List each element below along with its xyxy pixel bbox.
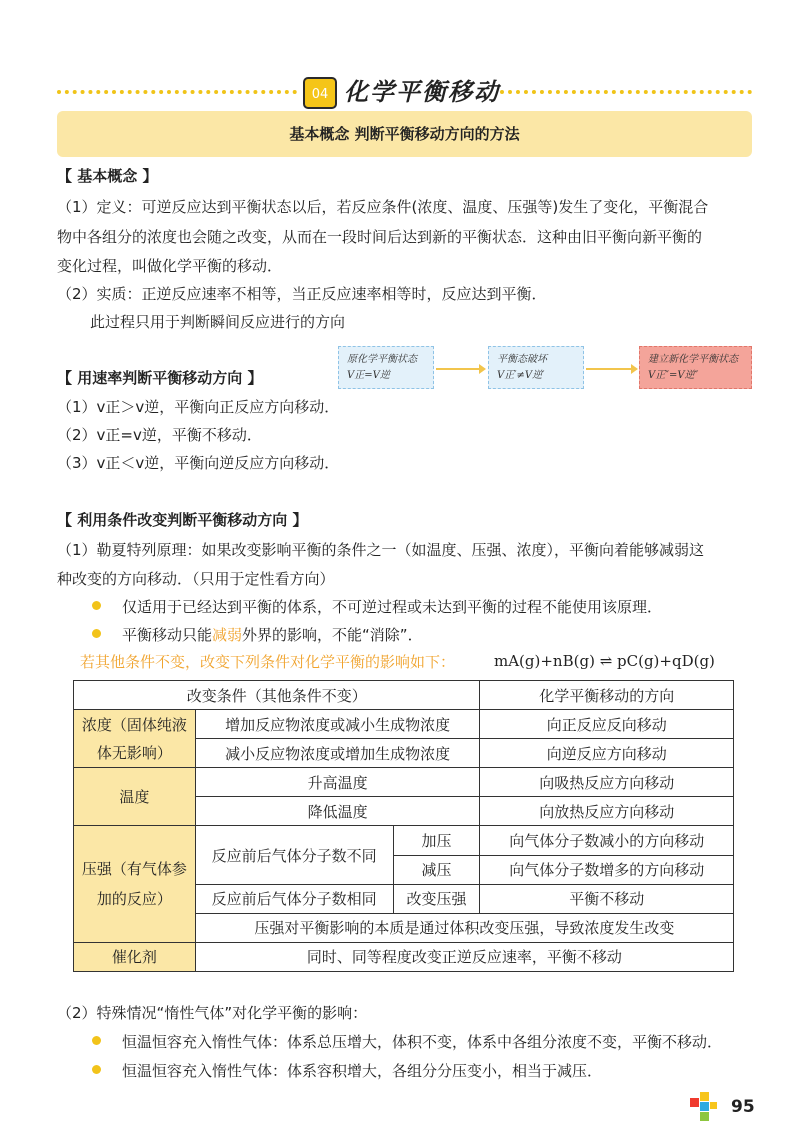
table-header-direction: 化学平衡移动的方向 <box>480 681 734 710</box>
table-intro: 若其他条件不变，改变下列条件对化学平衡的影响如下： <box>80 653 456 671</box>
flow-box-broken-title: 平衡态破坏 <box>497 354 547 365</box>
catalyst-text: 同时、同等程度改变正逆反应速率，平衡不移动 <box>195 942 733 971</box>
table-header-condition: 改变条件（其他条件不变） <box>74 681 480 710</box>
pressure-up-direction: 向气体分子数减小的方向移动 <box>480 826 734 855</box>
definition-line-3: 变化过程，叫做化学平衡的移动． <box>57 257 283 275</box>
table-cell-direction: 向逆反应方向移动 <box>480 739 734 768</box>
catalyst-label: 催化剂 <box>74 942 196 971</box>
chapter-number-badge: 04 <box>303 77 337 109</box>
table-cell-change: 增加反应物浓度或减小生成物浓度 <box>195 710 480 739</box>
pressure-change: 改变压强 <box>393 884 480 913</box>
pressure-down: 减压 <box>393 855 480 884</box>
condition-heading: 【 利用条件改变判断平衡移动方向 】 <box>57 511 308 529</box>
flow-arrow-2 <box>586 368 632 370</box>
chapter-title: 化学平衡移动 <box>344 77 500 106</box>
pressure-same-label: 反应前后气体分子数相同 <box>195 884 393 913</box>
table-cell-direction: 向吸热反应方向移动 <box>480 768 734 797</box>
pressure-label: 压强（有气体参加的反应） <box>74 826 196 942</box>
table-cell-change: 减小反应物浓度或增加生成物浓度 <box>195 739 480 768</box>
inert-bullet-1: 恒温恒容充入惰性气体：体系总压增大，体积不变，体系中各组分浓度不变，平衡不移动． <box>122 1033 723 1051</box>
bullet-dot <box>92 1036 101 1045</box>
flow-box-original <box>338 346 434 389</box>
flow-box-new <box>639 346 752 389</box>
pressure-up: 加压 <box>393 826 480 855</box>
rate-item-1: （1）v正＞v逆，平衡向正反应方向移动． <box>57 398 340 416</box>
section-banner: 基本概念 判断平衡移动方向的方法 <box>57 111 752 157</box>
flow-box-broken-rate: V正′≠V逆′ <box>497 370 545 381</box>
reaction-equation: mA(g)+nB(g) ⇌ pC(g)+qD(g) <box>494 652 715 670</box>
bullet-dot <box>92 1065 101 1074</box>
equilibrium-shift-table <box>73 680 734 972</box>
concentration-label: 浓度（固体纯液体无影响） <box>74 710 196 768</box>
inert-heading: （2）特殊情况“惰性气体”对化学平衡的影响： <box>57 1004 368 1022</box>
principle-line-1: （1）勒夏特列原理：如果改变影响平衡的条件之一（如温度、压强、浓度），平衡向着能够减弱这 <box>57 541 705 559</box>
bullet-2-suffix: 外界的影响，不能“消除”． <box>242 626 423 644</box>
principle-bullet-1: 仅适用于已经达到平衡的体系，不可逆过程或未达到平衡的过程不能使用该原理． <box>122 598 663 616</box>
rate-item-3: （3）v正＜v逆，平衡向逆反应方向移动． <box>57 454 340 472</box>
rate-item-2: （2）v正=v逆，平衡不移动． <box>57 426 262 444</box>
pressure-down-direction: 向气体分子数增多的方向移动 <box>480 855 734 884</box>
basic-heading: 【 基本概念 】 <box>57 167 158 185</box>
flow-box-original-title: 原化学平衡状态 <box>347 354 417 365</box>
definition-line-1: （1）定义：可逆反应达到平衡状态以后，若反应条件(浓度、温度、压强等)发生了变化，平衡混合 <box>57 198 709 216</box>
table-cell-change: 升高温度 <box>195 768 480 797</box>
flow-box-new-rate: V正″=V逆″ <box>648 370 699 381</box>
flow-box-original-rate: V正=V逆 <box>347 370 390 381</box>
temperature-label: 温度 <box>74 768 196 826</box>
principle-line-2: 种改变的方向移动．（只用于定性看方向） <box>57 570 335 588</box>
table-cell-direction: 向放热反应方向移动 <box>480 797 734 826</box>
page-number: 95 <box>731 1097 755 1117</box>
rate-heading: 【 用速率判断平衡移动方向 】 <box>57 369 263 387</box>
flow-box-new-title: 建立新化学平衡状态 <box>648 354 738 365</box>
principle-bullet-2 <box>122 625 423 645</box>
pressure-note: 压强对平衡影响的本质是通过体积改变压强，导致浓度发生改变 <box>195 913 733 942</box>
header-dots-right <box>500 90 752 94</box>
bullet-2-prefix: 平衡移动只能 <box>122 626 213 644</box>
flow-arrow-1 <box>436 368 480 370</box>
table-cell-direction: 向正反应反向移动 <box>480 710 734 739</box>
publisher-logo-icon <box>688 1090 720 1126</box>
highlight-weaken: 减弱 <box>212 626 243 644</box>
header-dots-left <box>57 90 297 94</box>
note-line: 此过程只用于判断瞬间反应进行的方向 <box>90 313 346 331</box>
definition-line-2: 物中各组分的浓度也会随之改变，从而在一段时间后达到新的平衡状态．这种由旧平衡向新平衡的 <box>57 228 703 246</box>
table-cell-change: 降低温度 <box>195 797 480 826</box>
pressure-same-direction: 平衡不移动 <box>480 884 734 913</box>
essence-line: （2）实质：正逆反应速率不相等，当正反应速率相等时，反应达到平衡． <box>57 285 547 303</box>
bullet-dot <box>92 629 101 638</box>
bullet-dot <box>92 601 101 610</box>
flow-box-broken <box>488 346 584 389</box>
inert-bullet-2: 恒温恒容充入惰性气体：体系容积增大，各组分分压变小，相当于减压． <box>122 1062 603 1080</box>
pressure-diff-label: 反应前后气体分子数不同 <box>195 826 393 884</box>
